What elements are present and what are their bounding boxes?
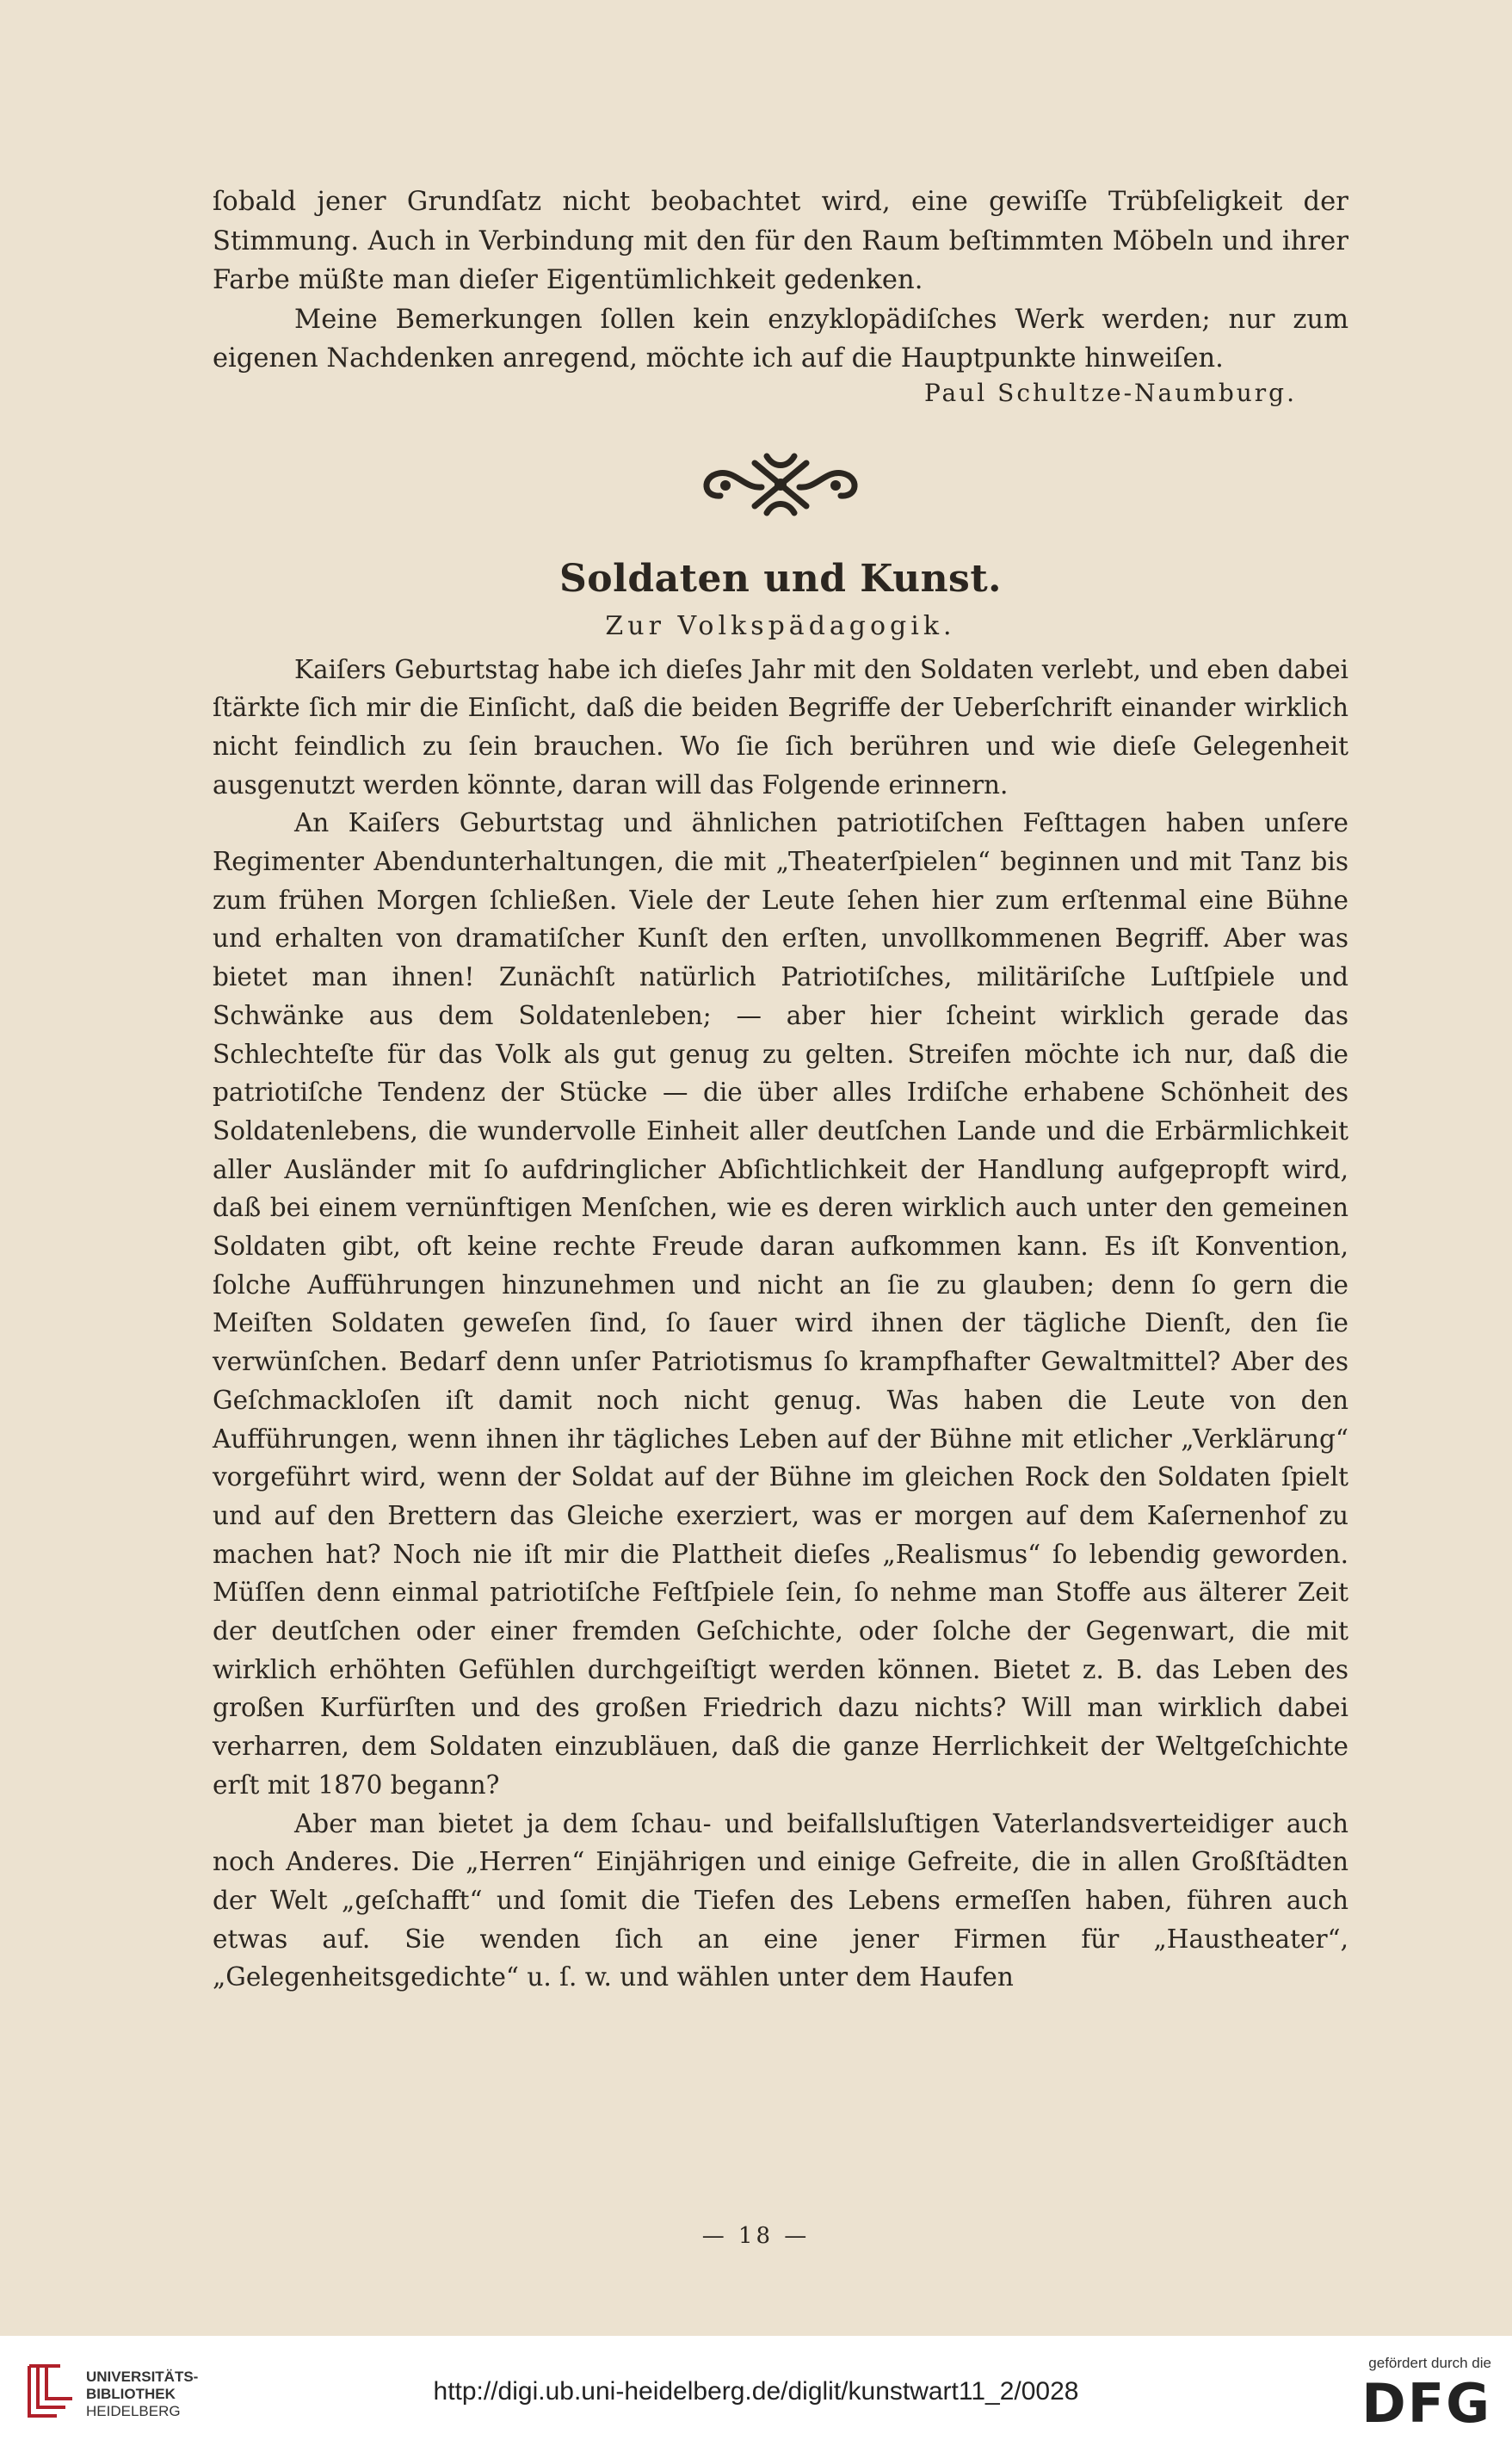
digitization-footer — [0, 2336, 1512, 2446]
page-number: — 18 — — [701, 2223, 811, 2249]
dfg-logo: DFG — [1361, 2372, 1491, 2435]
paragraph-continuation-2: Meine Bemerkungen ſollen kein enzyklopädiſches Werk werden; nur zum eigenen Nachdenken anregend, möchte ich auf die Hauptpunkte hinweiſen. — [213, 304, 1348, 374]
funding-caption: gefördert durch die — [1368, 2355, 1491, 2371]
article-paragraph-2: An Kaiſers Geburtstag und ähnlichen patriotiſchen Feſttagen haben unſere Regimenter Abendunterhaltungen, die mit „Theaterſpielen“ beginnen und mit Tanz bis zum frühen Morgen ſchließen. Viele der Leute ſehen hier zum erſtenmal eine Bühne und erhalten von dramatiſcher Kunſt den erſten, unvollkommenen Begriff. Aber was bietet man ihnen! Zunächſt natürlich Patriotiſches, militäriſche Luſtſpiele und Schwänke aus dem Soldatenleben; — aber hier ſcheint wirklich gerade das Schlechteſte für das Volk als gut genug zu gelten. Streifen möchte ich nur, daß die patriotiſche Tendenz der Stücke — die über alles Irdiſche erhabene Schönheit des Soldatenlebens, die wundervolle Einheit aller deutſchen Lande und die Erbärmlichkeit aller Ausländer mit ſo aufdringlicher Abſichtlichkeit der Handlung aufgepropft wird, daß bei einem vernünftigen Menſchen, wie es deren wirklich auch unter den gemeinen Soldaten gibt, oft keine rechte Freude daran aufkommen kann. Es iſt Konvention, ſolche Aufführungen hinzunehmen und nicht an ſie zu glauben; denn ſo gern die Meiſten Soldaten geweſen ſind, ſo ſauer wird ihnen der tägliche Dienſt, den ſie verwünſchen. Bedarf denn unſer Patriotismus ſo krampfhafter Gewaltmittel? Aber des Geſchmackloſen iſt damit noch nicht genug. Was haben die Leute von den Aufführungen, wenn ihnen ihr tägliches Leben auf der Bühne mit etlicher „Verklärung“ vorgeführt wird, wenn der Soldat auf der Bühne im gleichen Rock den Soldaten ſpielt und auf den Brettern das Gleiche exerziert, was er morgen auf dem Kaſernenhof zu machen hat? Noch nie iſt mir die Plattheit dieſes „Realismus“ ſo lebendig geworden. Müſſen denn einmal patriotiſche Feſtſpiele ſein, ſo nehme man Stoffe aus älterer Zeit der deutſchen oder einer fremden Geſchichte, oder ſolche der Gegenwart, die mit wirklich erhöhten Gefühlen durchgeiſtigt werden können. Bietet z. B. das Leben des großen Kurfürſten und des großen Friedrich dazu nichts? Will man wirklich dabei verharren, dem Soldaten einzubläuen, daß die ganze Herrlichkeit der Weltgeſchichte erſt mit 1870 begann? — [213, 808, 1348, 1800]
article-paragraph-1: Kaiſers Geburtstag habe ich dieſes Jahr mit den Soldaten verlebt, und eben dabei ſtärkte ſich mir die Einſicht, daß die beiden Begriffe der Ueberſchrift einander wirklich nicht feindlich zu ſein brauchen. Wo ſie ſich berühren und wie dieſe Gelegenheit ausgenutzt werden könnte, daran will das Folgende erinnern. — [213, 654, 1348, 800]
institution-line-1: UNIVERSITÄTS- — [86, 2369, 199, 2385]
source-url[interactable]: http://digi.ub.uni-heidelberg.de/diglit/kunstwart11_2/0028 — [433, 2377, 1079, 2406]
article-body — [213, 651, 1348, 1998]
article-subtitle: Zur Volkspädagogik. — [605, 610, 956, 641]
funding-notice — [1361, 2355, 1491, 2435]
page-text — [213, 182, 1348, 1997]
institution-line-2: BIBLIOTHEK — [86, 2386, 176, 2402]
article-paragraph-3: Aber man bietet ja dem ſchau- und beifallsluſtigen Vaterlandsverteidiger auch noch Anderes. Die „Herren“ Einjährigen und einige Gefreite, die in allen Großſtädten der Welt „geſchafft“ und ſomit die Tiefen des Lebens ermeſſen haben, führen auch etwas auf. Sie wenden ſich an eine jener Firmen für „Haustheater“, „Gelegenheitsgedichte“ u. ſ. w. und wählen unter dem Haufen — [213, 1808, 1348, 1992]
institution-line-3: HEIDELBERG — [86, 2403, 181, 2419]
ornament-icon — [694, 446, 867, 523]
author-signature: Paul Schultze-Naumburg. — [923, 378, 1297, 407]
article-title: Soldaten und Kunst. — [559, 556, 1002, 601]
paragraph-continuation-1: ſobald jener Grundſatz nicht beobachtet wird, eine gewiſſe Trübſeligkeit der Stimmung. Auch in Verbindung mit den für den Raum beſtimmten Möbeln und ihrer Farbe müßte man dieſer Eigentümlichkeit gedenken. — [213, 187, 1348, 295]
